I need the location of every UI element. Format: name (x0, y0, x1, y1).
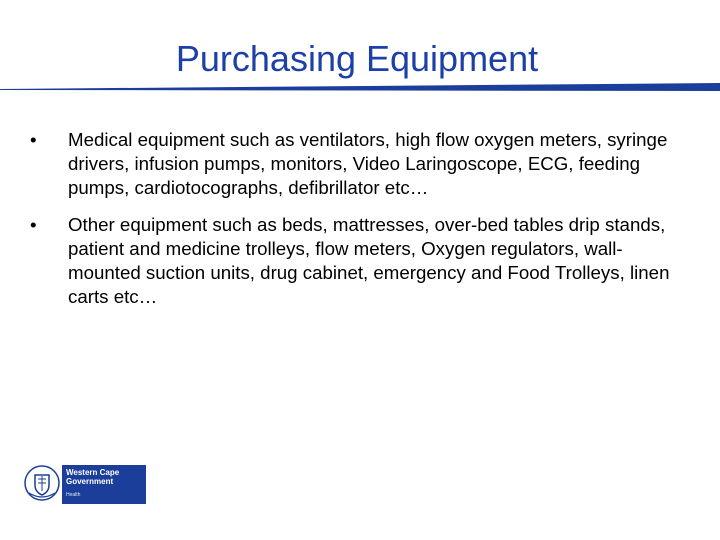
bullet-marker: • (30, 129, 37, 150)
bullet-list (30, 128, 690, 322)
bullet-text: Other equipment such as beds, mattresses, over-bed tables drip stands, patient and medicine trolleys, flow meters, Oxygen regulators, wall-mounted suction units, drug cabinet, emergency and Food Trolleys, linen carts etc… (68, 214, 670, 307)
coat-of-arms-icon (22, 463, 62, 503)
logo-line-2: Government (66, 477, 114, 486)
logo-text-box (62, 465, 146, 504)
slide-title: Purchasing Equipment (175, 38, 539, 79)
title-underline (0, 83, 720, 91)
logo-line-1: Western Cape (66, 468, 120, 477)
bullet-item (30, 128, 690, 200)
bullet-marker: • (30, 214, 37, 235)
bullet-text: Medical equipment such as ventilators, high flow oxygen meters, syringe drivers, infusion pumps, monitors, Video Laringoscope, ECG, feeding pumps, cardiotocographs, defibrillator etc… (68, 129, 668, 198)
logo-subtitle: Health (66, 492, 81, 498)
western-cape-government-logo (22, 463, 146, 503)
bullet-item (30, 213, 690, 309)
